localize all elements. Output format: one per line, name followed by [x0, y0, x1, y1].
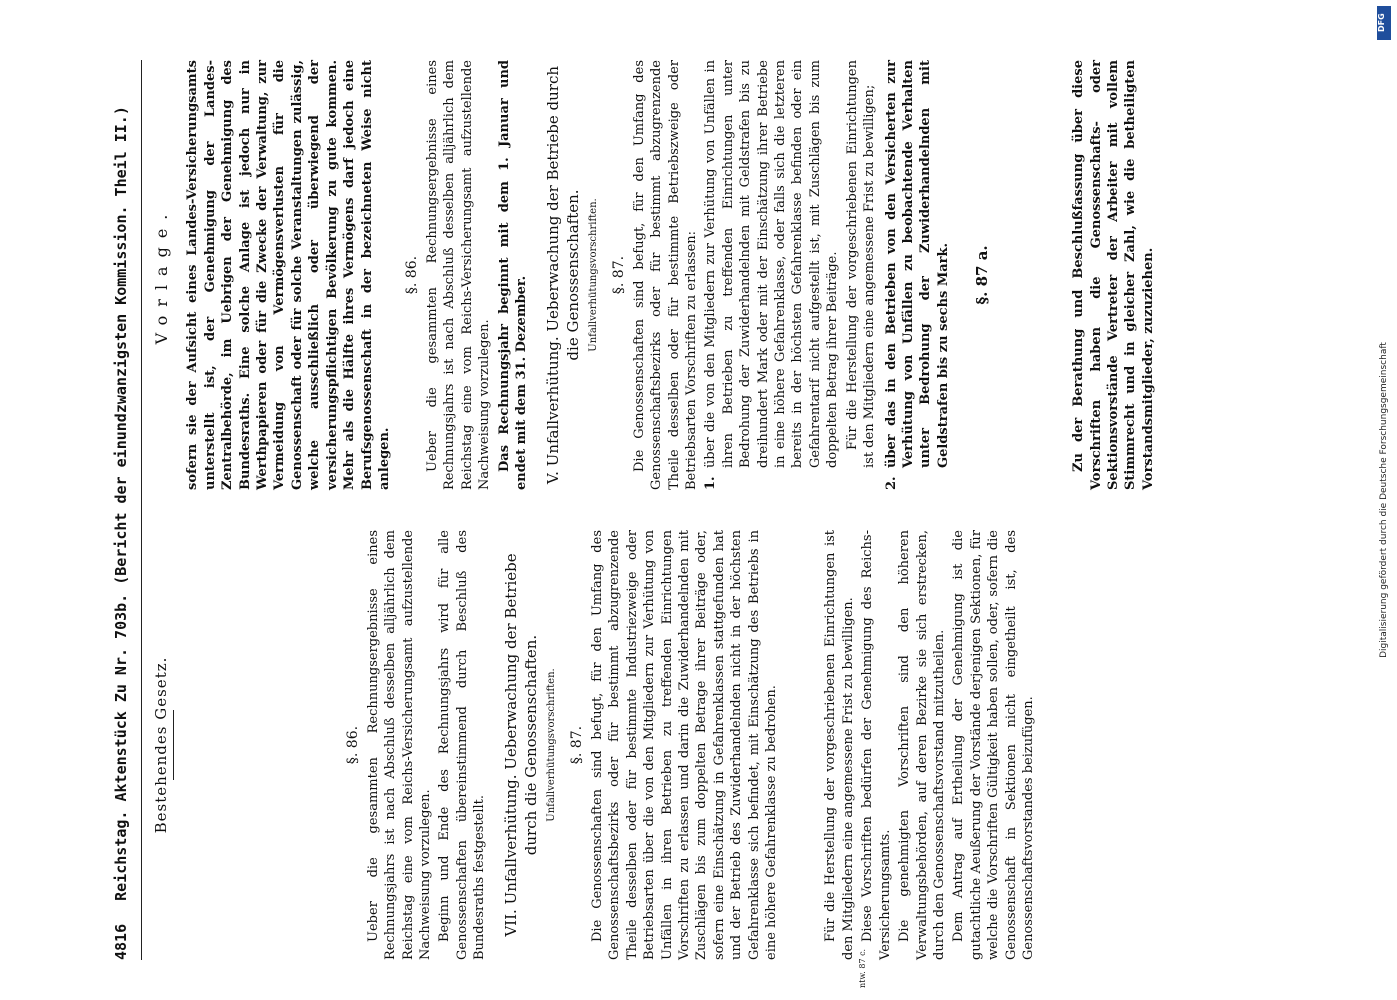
list-item-number: 2.	[883, 476, 899, 490]
list-item-text: über das in den Betrieben von den Versicherten zur Verhütung von Unfällen zu beobachtende Verhalten unter Bedrohung der Zuwiderhandelnden mit Geldstrafen bis zu sechs Mark.	[883, 60, 951, 468]
running-header	[111, 60, 142, 960]
margin-note: ntw. 87 c.	[858, 948, 868, 988]
proposal-paragraph-86-text-1: Ueber die gesammten Rechnungsergebnisse eines Rechnungsjahrs ist nach Abschluß desselben alljährlich dem Reichstag eine vom Reichs-Versicherungsamt aufzustellende Nachweisung vorzulegen.	[425, 60, 493, 490]
paragraph-87-label: §. 87.	[569, 725, 586, 765]
paragraph-87a-label: §. 87 a.	[973, 245, 992, 305]
watermark-text: Digitalisierung gefördert durch die Deutsche Forschungsgemeinschaft	[1379, 342, 1389, 658]
column-proposal	[151, 60, 1159, 490]
proposal-paragraph-86-label: §. 86.	[404, 255, 421, 295]
page-number: 4816	[112, 923, 130, 960]
proposal-intro-text: sofern sie der Aufsicht eines Landes-Versicherungsamts unterstellt ist, der Genehmigung der Landes-Zentralbehörde, im Uebrigen der Genehmigung des Bundesraths. Eine solche Anlage ist jedoch nur in Werthpapieren oder für die Zwecke der Verwaltung, zur Vermeidung von Vermögensverlusten für die Genossenschaft oder für solche Veranstaltungen zulässig, welche ausschließlich oder überwiegend der versicherungspflichtigen Bevölkerung zu gute kommen. Mehr als die Hälfte ihres Vermögens darf jedoch eine Berufsgenossenschaft in der bezeichneten Weise nicht anlegen.	[185, 60, 392, 490]
proposal-paragraph-87-intro: Die Genossenschaften sind befugt, für den Umfang des Genossenschaftsbezirks oder für bestimmt abzugrenzende Theile desselben oder für bestimmte Betriebszweige oder Betriebsarten Vorschriften zu erlassen:	[631, 60, 700, 490]
heading-rule	[173, 710, 174, 780]
rotated-page	[33, 40, 1363, 988]
list-item	[702, 60, 880, 490]
section-heading-vii: VII. Unfallverhütung. Ueberwachung der Betriebe durch die Genossenschaften.	[501, 553, 540, 937]
paragraph-87-text-4: Die genehmigten Vorschriften sind den höheren Verwaltungsbehörden, auf deren Bezirke sie sich erstrecken, durch den Genossenschaftsvorstand mitzutheilen.	[897, 530, 947, 960]
header-title: Reichstag. Aktenstück Zu Nr. 703b. (Bericht der einundzwanzigsten Kommission. Theil II.)	[112, 106, 130, 901]
dfg-logo-icon: DFG	[1377, 6, 1391, 40]
paragraph-87a-text: Zu der Berathung und Beschlußfassung über diese Vorschriften haben die Genossenschafts- oder Sektionsvorstände Vertreter der Arbeiter mit vollem Stimmrecht und in gleicher Zahl, wie die betheiligten Vorstandsmitglieder, zuzuziehen.	[1071, 60, 1156, 490]
paragraph-86-label: §. 86.	[345, 725, 362, 765]
proposal-paragraph-86-text-2: Das Rechnungsjahr beginnt mit dem 1. Januar und endet mit dem 31. Dezember.	[496, 60, 530, 490]
dfg-watermark	[1375, 0, 1393, 1000]
column-existing-law	[151, 530, 1039, 988]
section-heading-v: V. Unfallverhütung. Ueberwachung der Betriebe durch die Genossenschaften.	[543, 65, 582, 485]
column-heading-left: Bestehendes Gesetz.	[152, 656, 170, 834]
list-item-text: über die von den Mitgliedern zur Verhütung von Unfällen in ihren Betrieben zu treffenden Einrichtungen unter Bedrohung der Zuwiderhandelnden mit Geldstrafen bis zu dreihundert Mark oder mit der Einschätzung ihrer Betriebe in eine höhere Gefahrenklasse, oder falls sich die letzteren bereits in der höchsten Gefahrenklasse befinden oder ein Gefahrentarif nicht aufgestellt ist, mit Zuschlägen bis zum doppelten Betrag ihrer Beiträge.	[703, 60, 841, 468]
proposal-paragraph-87-label: §. 87.	[611, 255, 628, 295]
paragraph-87-text-3: Diese Vorschriften bedürfen der Genehmigung des Reichs-Versicherungsamts.	[860, 530, 893, 960]
sub-heading-right: Unfallverhütungsvorschriften.	[587, 198, 599, 352]
paragraph-87-text-1: Die Genossenschaften sind befugt, für den Umfang des Genossenschaftsbezirks oder für bestimmt abzugrenzende Theile desselben oder für bestimmte Industriezweige oder Betriebsarten über die von den Mitgliedern zur Verhütung von Unfällen in ihren Betrieben zu treffenden Einrichtungen Vorschriften zu erlassen und darin die Zuwiderhandelnden mit Zuschlägen bis zum doppelten Betrage ihrer Beiträge oder, sofern eine Einschätzung in Gefahrenklassen stattgefunden hat und der Betrieb des Zuwiderhandelnden nicht in der höchsten Gefahrenklasse sich befindet, mit Einschätzung des Betriebs in eine höhere Gefahrenklasse zu bedrohen.	[590, 530, 780, 960]
list-item-text-2: Für die Herstellung der vorgeschriebenen Einrichtungen ist den Mitgliedern eine angemessene Frist zu bewilligen;	[844, 60, 878, 468]
paragraph-86-text-1: Ueber die gesammten Rechnungsergebnisse eines Rechnungsjahrs ist nach Abschluß desselben alljährlich dem Reichstag eine vom Reichs-Versicherungsamt aufzustellende Nachweisung vorzulegen.	[365, 530, 434, 960]
column-heading-right: Vorlage.	[152, 205, 171, 345]
paragraph-87-text-5: Dem Antrag auf Ertheilung der Genehmigung ist die gutachtliche Aeußerung der Vorstände derjenigen Sektionen, für welche die Vorschriften Gültigkeit haben sollen, oder, sofern die Genossenschaft in Sektionen nicht eingetheilt ist, des Genossenschaftsvorstandes beizufügen.	[951, 530, 1036, 960]
paragraph-86-text-2: Beginn und Ende des Rechnungsjahrs wird für alle Genossenschaften übereinstimmend durch Beschluß des Bundesraths festgestellt.	[437, 530, 488, 960]
paragraph-87-text-2: Für die Herstellung der vorgeschriebenen Einrichtungen ist den Mitgliedern eine angemessene Frist zu bewilligen.	[823, 530, 856, 960]
list-item-number: 1.	[703, 476, 719, 490]
list-item	[883, 60, 955, 490]
sub-heading-left: Unfallverhütungsvorschriften.	[545, 668, 557, 822]
